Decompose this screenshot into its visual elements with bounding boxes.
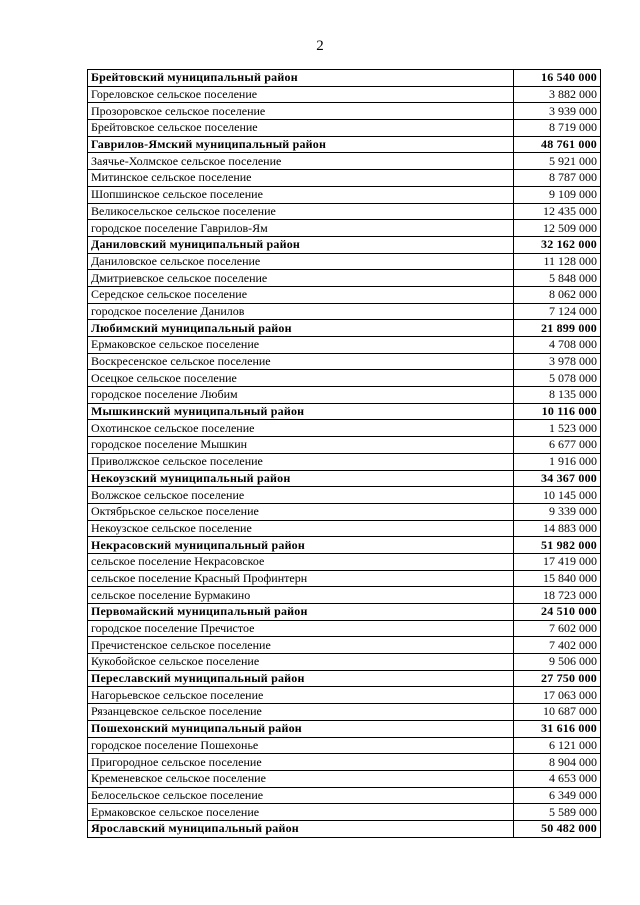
settlement-amount: 8 135 000 (514, 387, 601, 404)
settlement-amount: 3 882 000 (514, 86, 601, 103)
settlement-row (88, 637, 601, 654)
allocation-table-body (88, 70, 601, 838)
settlement-row (88, 120, 601, 137)
settlement-name: городское поселение Пошехонье (88, 737, 514, 754)
district-amount: 48 761 000 (514, 136, 601, 153)
settlement-name: Пригородное сельское поселение (88, 754, 514, 771)
settlement-row (88, 370, 601, 387)
district-amount: 21 899 000 (514, 320, 601, 337)
settlement-row (88, 503, 601, 520)
district-name: Некрасовский муниципальный район (88, 537, 514, 554)
settlement-row (88, 387, 601, 404)
district-row (88, 470, 601, 487)
allocation-table (87, 69, 601, 838)
settlement-amount: 10 687 000 (514, 704, 601, 721)
settlement-name: городское поселение Любим (88, 387, 514, 404)
district-amount: 50 482 000 (514, 820, 601, 837)
settlement-name: Прозоровское сельское поселение (88, 103, 514, 120)
district-name: Брейтовский муниципальный район (88, 70, 514, 87)
settlement-row (88, 303, 601, 320)
settlement-name: Волжское сельское поселение (88, 487, 514, 504)
settlement-row (88, 453, 601, 470)
settlement-amount: 9 339 000 (514, 503, 601, 520)
district-name: Первомайский муниципальный район (88, 604, 514, 621)
settlement-amount: 8 787 000 (514, 170, 601, 187)
settlement-amount: 6 121 000 (514, 737, 601, 754)
district-row (88, 820, 601, 837)
settlement-name: Некоузское сельское поселение (88, 520, 514, 537)
page-number: 2 (316, 38, 324, 54)
settlement-row (88, 804, 601, 821)
settlement-row (88, 770, 601, 787)
settlement-name: сельское поселение Некрасовское (88, 553, 514, 570)
district-name: Мышкинский муниципальный район (88, 403, 514, 420)
settlement-row (88, 253, 601, 270)
settlement-name: сельское поселение Бурмакино (88, 587, 514, 604)
settlement-amount: 11 128 000 (514, 253, 601, 270)
district-name: Даниловский муниципальный район (88, 236, 514, 253)
district-name: Переславский муниципальный район (88, 670, 514, 687)
district-row (88, 403, 601, 420)
district-row (88, 720, 601, 737)
district-amount: 31 616 000 (514, 720, 601, 737)
settlement-name: Нагорьевское сельское поселение (88, 687, 514, 704)
settlement-row (88, 86, 601, 103)
settlement-row (88, 153, 601, 170)
settlement-name: Белосельское сельское поселение (88, 787, 514, 804)
settlement-amount: 15 840 000 (514, 570, 601, 587)
settlement-name: сельское поселение Красный Профинтерн (88, 570, 514, 587)
settlement-row (88, 270, 601, 287)
settlement-row (88, 704, 601, 721)
settlement-name: Заячье-Холмское сельское поселение (88, 153, 514, 170)
settlement-name: Приволжское сельское поселение (88, 453, 514, 470)
settlement-name: Ермаковское сельское поселение (88, 337, 514, 354)
settlement-name: Осецкое сельское поселение (88, 370, 514, 387)
district-row (88, 136, 601, 153)
settlement-row (88, 487, 601, 504)
settlement-name: Великосельское сельское поселение (88, 203, 514, 220)
district-amount: 32 162 000 (514, 236, 601, 253)
settlement-name: Митинское сельское поселение (88, 170, 514, 187)
settlement-row (88, 220, 601, 237)
settlement-amount: 7 602 000 (514, 620, 601, 637)
settlement-amount: 5 848 000 (514, 270, 601, 287)
settlement-name: Брейтовское сельское поселение (88, 120, 514, 137)
settlement-row (88, 286, 601, 303)
settlement-row (88, 203, 601, 220)
settlement-amount: 3 978 000 (514, 353, 601, 370)
settlement-name: Рязанцевское сельское поселение (88, 704, 514, 721)
district-row (88, 236, 601, 253)
settlement-row (88, 654, 601, 671)
settlement-name: Октябрьское сельское поселение (88, 503, 514, 520)
settlement-name: Дмитриевское сельское поселение (88, 270, 514, 287)
settlement-row (88, 737, 601, 754)
settlement-amount: 1 916 000 (514, 453, 601, 470)
district-amount: 27 750 000 (514, 670, 601, 687)
district-name: Ярославский муниципальный район (88, 820, 514, 837)
district-name: Гаврилов-Ямский муниципальный район (88, 136, 514, 153)
settlement-amount: 17 063 000 (514, 687, 601, 704)
settlement-amount: 7 402 000 (514, 637, 601, 654)
settlement-name: Гореловское сельское поселение (88, 86, 514, 103)
settlement-amount: 6 349 000 (514, 787, 601, 804)
district-name: Пошехонский муниципальный район (88, 720, 514, 737)
settlement-name: городское поселение Мышкин (88, 437, 514, 454)
settlement-amount: 8 062 000 (514, 286, 601, 303)
district-amount: 16 540 000 (514, 70, 601, 87)
settlement-row (88, 420, 601, 437)
settlement-amount: 8 719 000 (514, 120, 601, 137)
settlement-name: Кукобойское сельское поселение (88, 654, 514, 671)
district-row (88, 537, 601, 554)
settlement-name: Охотинское сельское поселение (88, 420, 514, 437)
settlement-amount: 12 435 000 (514, 203, 601, 220)
settlement-amount: 5 589 000 (514, 804, 601, 821)
settlement-amount: 4 708 000 (514, 337, 601, 354)
settlement-name: Пречистенское сельское поселение (88, 637, 514, 654)
district-amount: 10 116 000 (514, 403, 601, 420)
district-row (88, 670, 601, 687)
district-name: Любимский муниципальный район (88, 320, 514, 337)
settlement-amount: 7 124 000 (514, 303, 601, 320)
settlement-row (88, 587, 601, 604)
settlement-amount: 9 109 000 (514, 186, 601, 203)
settlement-row (88, 687, 601, 704)
settlement-name: Ермаковское сельское поселение (88, 804, 514, 821)
district-row (88, 70, 601, 87)
settlement-amount: 17 419 000 (514, 553, 601, 570)
settlement-row (88, 787, 601, 804)
settlement-name: Даниловское сельское поселение (88, 253, 514, 270)
settlement-row (88, 553, 601, 570)
settlement-name: городское поселение Данилов (88, 303, 514, 320)
district-amount: 34 367 000 (514, 470, 601, 487)
settlement-amount: 9 506 000 (514, 654, 601, 671)
settlement-row (88, 620, 601, 637)
settlement-name: городское поселение Пречистое (88, 620, 514, 637)
district-amount: 51 982 000 (514, 537, 601, 554)
settlement-row (88, 520, 601, 537)
settlement-row (88, 754, 601, 771)
settlement-amount: 6 677 000 (514, 437, 601, 454)
settlement-row (88, 570, 601, 587)
settlement-row (88, 437, 601, 454)
settlement-name: Середское сельское поселение (88, 286, 514, 303)
settlement-amount: 1 523 000 (514, 420, 601, 437)
settlement-row (88, 337, 601, 354)
settlement-amount: 18 723 000 (514, 587, 601, 604)
settlement-row (88, 186, 601, 203)
settlement-amount: 3 939 000 (514, 103, 601, 120)
settlement-row (88, 170, 601, 187)
settlement-amount: 5 078 000 (514, 370, 601, 387)
settlement-row (88, 103, 601, 120)
settlement-amount: 5 921 000 (514, 153, 601, 170)
settlement-name: городское поселение Гаврилов-Ям (88, 220, 514, 237)
district-amount: 24 510 000 (514, 604, 601, 621)
settlement-amount: 14 883 000 (514, 520, 601, 537)
settlement-name: Кременевское сельское поселение (88, 770, 514, 787)
district-row (88, 320, 601, 337)
settlement-name: Воскресенское сельское поселение (88, 353, 514, 370)
settlement-row (88, 353, 601, 370)
settlement-name: Шопшинское сельское поселение (88, 186, 514, 203)
settlement-amount: 4 653 000 (514, 770, 601, 787)
settlement-amount: 10 145 000 (514, 487, 601, 504)
settlement-amount: 12 509 000 (514, 220, 601, 237)
district-name: Некоузский муниципальный район (88, 470, 514, 487)
district-row (88, 604, 601, 621)
settlement-amount: 8 904 000 (514, 754, 601, 771)
